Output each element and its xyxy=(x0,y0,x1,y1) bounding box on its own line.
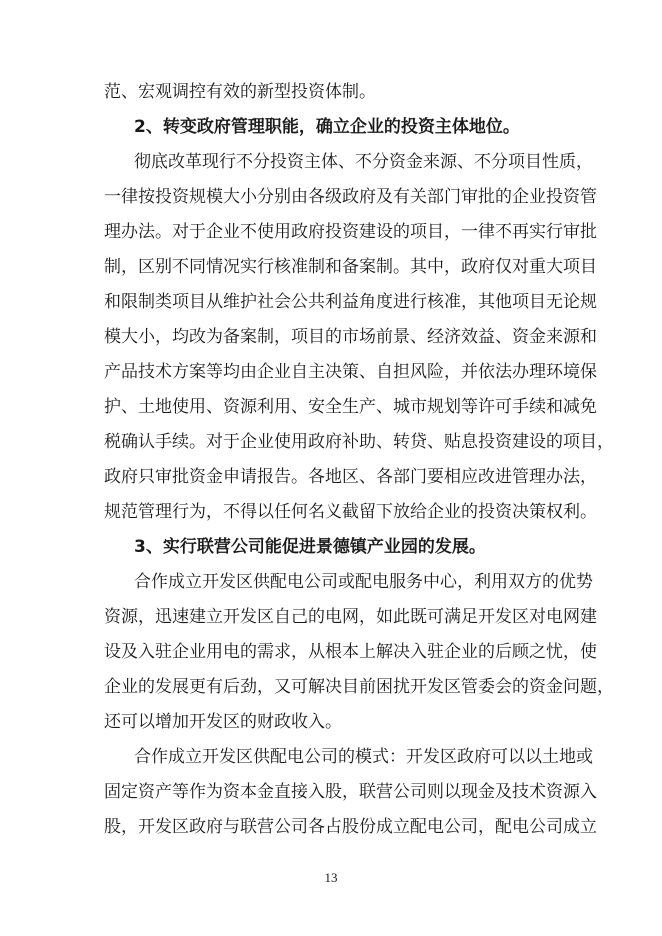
body-line: 设及入驻企业用电的需求，从根本上解决入驻企业的后顾之忧，使 xyxy=(104,642,597,662)
document-body xyxy=(104,75,614,845)
body-line: 制，区别不同情况实行核准制和备案制。其中，政府仅对重大项目 xyxy=(104,257,597,277)
body-line: 固定资产等作为资本金直接入股，联营公司则以现金及技术资源入 xyxy=(104,782,597,802)
body-line: 政府只审批资金申请报告。各地区、各部门要相应改进管理办法， xyxy=(104,467,597,487)
body-line: 产品技术方案等均由企业自主决策、自担风险，并依法办理环境保 xyxy=(104,362,597,382)
body-line: 模大小，均改为备案制，项目的市场前景、经济效益、资金来源和 xyxy=(104,327,597,347)
paragraph-first-line: 彻底改革现行不分投资主体、不分资金来源、不分项目性质， xyxy=(134,152,593,172)
page-number: 13 xyxy=(324,870,338,885)
body-line: 和限制类项目从维护社会公共利益角度进行核准，其他项目无论规 xyxy=(104,292,597,312)
body-line: 一律按投资规模大小分别由各级政府及有关部门审批的企业投资管 xyxy=(104,187,597,207)
body-line: 企业的发展更有后劲，又可解决目前困扰开发区管委会的资金问题， xyxy=(104,677,614,697)
body-line: 理办法。对于企业不使用政府投资建设的项目，一律不再实行审批 xyxy=(104,222,597,242)
section-heading-3: 3、实行联营公司能促进景德镇产业园的发展。 xyxy=(134,537,486,557)
body-line: 还可以增加开发区的财政收入。 xyxy=(104,712,342,732)
paragraph-first-line: 合作成立开发区供配电公司或配电服务中心，利用双方的优势 xyxy=(134,572,593,592)
paragraph-first-line: 合作成立开发区供配电公司的模式：开发区政府可以以土地或 xyxy=(134,747,593,767)
section-heading-2: 2、转变政府管理职能，确立企业的投资主体地位。 xyxy=(134,117,520,137)
body-line: 范、宏观调控有效的新型投资体制。 xyxy=(104,82,376,102)
body-line: 资源，迅速建立开发区自己的电网，如此既可满足开发区对电网建 xyxy=(104,607,597,627)
body-line: 规范管理行为，不得以任何名义截留下放给企业的投资决策权利。 xyxy=(104,502,597,522)
body-line: 护、土地使用、资源利用、安全生产、城市规划等许可手续和减免 xyxy=(104,397,597,417)
body-line: 税确认手续。对于企业使用政府补助、转贷、贴息投资建设的项目， xyxy=(104,432,614,452)
body-line: 股，开发区政府与联营公司各占股份成立配电公司，配电公司成立 xyxy=(104,817,597,837)
